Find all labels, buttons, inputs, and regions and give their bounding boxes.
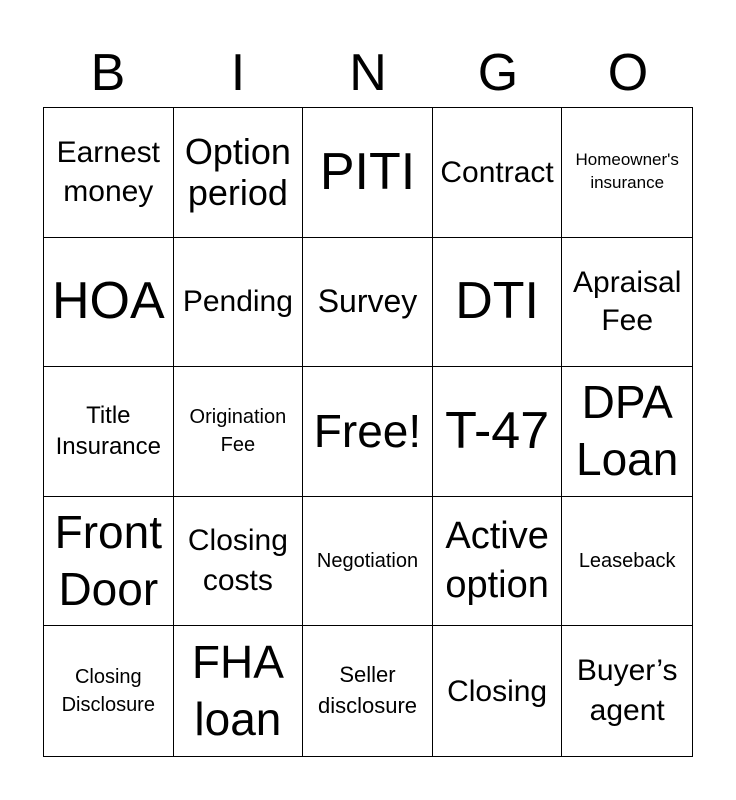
bingo-cell[interactable] [562,497,692,627]
bingo-cell[interactable] [44,367,174,497]
header-letter-n: N [349,44,387,102]
cell-text: DPA Loan [576,375,679,486]
bingo-cell[interactable] [174,367,304,497]
cell-text: Survey [317,283,418,320]
cell-text: PITI [319,142,416,201]
cell-text: Origination Fee [189,406,287,457]
bingo-cell[interactable] [562,108,692,238]
cell-text: Homeowner's insurance [575,150,679,193]
bingo-cell[interactable] [303,108,433,238]
cell-text: Negotiation [316,550,419,573]
free-space-cell[interactable] [303,367,433,497]
header-letter-g: G [477,44,519,102]
bingo-cell[interactable] [562,367,692,497]
cell-text: HOA [51,272,165,331]
bingo-board [43,107,693,757]
cell-text: Apraisal Fee [573,266,682,337]
cell-text: FHA loan [191,635,284,746]
header-letter-i: I [230,44,246,102]
bingo-cell[interactable] [433,497,563,627]
bingo-cell[interactable] [174,108,304,238]
cell-text: Buyer’s agent [576,653,678,728]
cell-text: Title Insurance [55,402,161,461]
bingo-cell[interactable] [433,108,563,238]
bingo-cell[interactable] [433,238,563,368]
cell-text: T-47 [445,401,550,460]
cell-text: Pending [182,285,293,319]
bingo-cell[interactable] [562,238,692,368]
cell-text: Front Door [54,505,162,616]
bingo-header [43,40,693,106]
bingo-cell[interactable] [44,497,174,627]
cell-text: Earnest money [56,136,160,209]
header-letter-o: O [607,44,649,102]
bingo-cell[interactable] [303,497,433,627]
cell-text: Closing [447,674,548,708]
cell-text: Leaseback [578,550,676,573]
bingo-cell[interactable] [562,626,692,756]
cell-text: Closing costs [187,523,288,598]
bingo-cell[interactable] [44,626,174,756]
bingo-cell[interactable] [174,626,304,756]
bingo-cell[interactable] [433,367,563,497]
cell-text: Seller disclosure [317,662,418,719]
cell-text: Contract [440,155,554,189]
bingo-cell[interactable] [44,238,174,368]
bingo-cell[interactable] [44,108,174,238]
cell-text: Closing Disclosure [61,666,155,717]
cell-text: Free! [313,404,422,457]
bingo-cell[interactable] [174,497,304,627]
bingo-cell[interactable] [303,626,433,756]
cell-text: DTI [455,272,539,331]
cell-text: Active option [445,514,549,607]
cell-text: Option period [184,130,291,214]
bingo-cell[interactable] [174,238,304,368]
bingo-cell[interactable] [433,626,563,756]
bingo-cell[interactable] [303,238,433,368]
header-letter-b: B [90,44,126,102]
